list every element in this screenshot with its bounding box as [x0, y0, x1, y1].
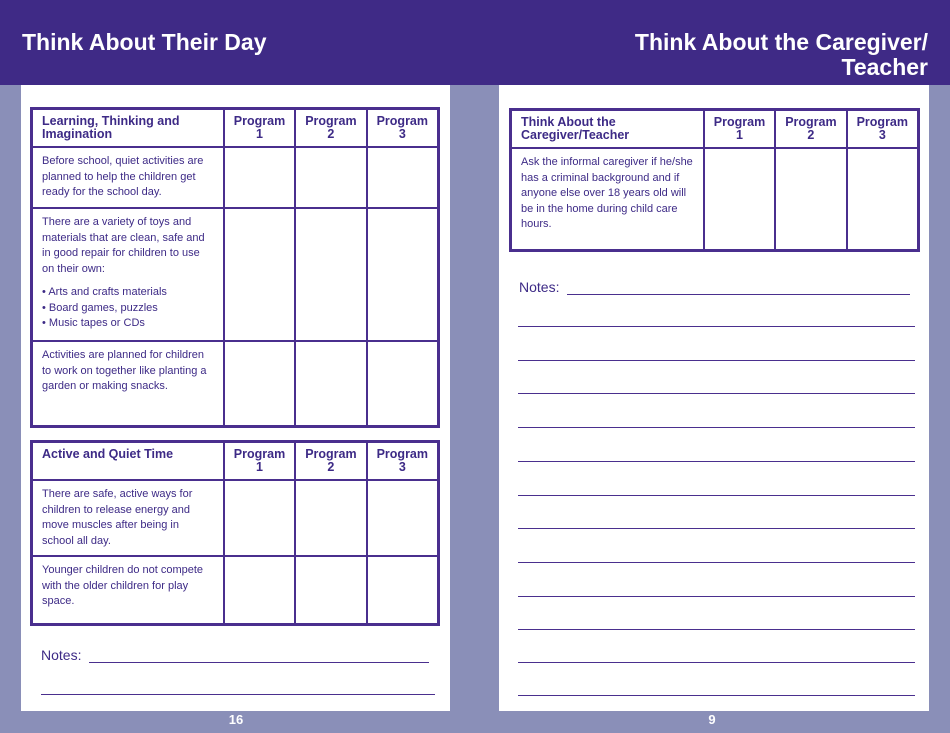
- notes-line[interactable]: [518, 393, 915, 394]
- right-page: [499, 85, 929, 711]
- checklist-item-text: There are a variety of toys and materials that are clean, safe and in good repair for children to use on their own:: [42, 216, 205, 275]
- program-3-header: Program 3: [367, 442, 439, 481]
- checklist-item: Activities are planned for children to work on together like planting a garden or making snacks.: [32, 341, 224, 426]
- list-item: • Arts and crafts materials: [42, 285, 214, 301]
- table-heading: Learning, Thinking and Imagination: [32, 109, 224, 148]
- learning-checklist-table: [30, 107, 440, 428]
- program-3-cell[interactable]: [367, 147, 439, 208]
- program-3-header: Program 3: [367, 109, 439, 148]
- program-2-cell[interactable]: [295, 208, 366, 341]
- notes-line[interactable]: [518, 629, 915, 630]
- checklist-item: Younger children do not compete with the older children for play space.: [32, 556, 224, 624]
- program-3-cell[interactable]: [847, 148, 919, 250]
- program-2-header: Program 2: [295, 109, 366, 148]
- program-1-cell[interactable]: [224, 208, 295, 341]
- program-3-cell[interactable]: [367, 341, 439, 426]
- checklist-item: There are safe, active ways for children to release energy and move muscles after being in school all day.: [32, 480, 224, 556]
- left-page-title: Think About Their Day: [22, 29, 267, 55]
- program-2-header: Program 2: [295, 442, 366, 481]
- table-row: [32, 480, 439, 556]
- notes-line[interactable]: [518, 596, 915, 597]
- notes-line[interactable]: [567, 281, 910, 295]
- right-page-title: Think About the Caregiver/ Teacher: [634, 29, 928, 80]
- notes-line[interactable]: [518, 326, 915, 327]
- notes-line[interactable]: [41, 694, 435, 695]
- table-row: [32, 208, 439, 341]
- program-3-header: Program 3: [847, 110, 919, 149]
- program-1-cell[interactable]: [224, 480, 295, 556]
- notes-field[interactable]: [519, 279, 910, 295]
- caregiver-checklist-table: [509, 108, 920, 252]
- notes-field[interactable]: [41, 647, 429, 663]
- left-page-number: 16: [228, 712, 244, 727]
- program-3-cell[interactable]: [367, 208, 439, 341]
- program-1-cell[interactable]: [704, 148, 775, 250]
- notes-line[interactable]: [518, 562, 915, 563]
- program-2-cell[interactable]: [775, 148, 846, 250]
- program-1-cell[interactable]: [224, 341, 295, 426]
- program-1-header: Program 1: [704, 110, 775, 149]
- right-page-number: 9: [708, 712, 716, 727]
- program-2-cell[interactable]: [295, 480, 366, 556]
- program-2-cell[interactable]: [295, 341, 366, 426]
- program-3-cell[interactable]: [367, 556, 439, 624]
- program-3-cell[interactable]: [367, 480, 439, 556]
- active-quiet-checklist-table: [30, 440, 440, 626]
- bullet-list: [42, 285, 214, 332]
- notes-line[interactable]: [518, 662, 915, 663]
- program-2-cell[interactable]: [295, 147, 366, 208]
- notes-line[interactable]: [518, 360, 915, 361]
- program-1-cell[interactable]: [224, 147, 295, 208]
- program-1-cell[interactable]: [224, 556, 295, 624]
- notes-label: Notes:: [41, 647, 82, 663]
- left-page: [21, 85, 450, 711]
- table-row: [32, 556, 439, 624]
- list-item: • Music tapes or CDs: [42, 316, 214, 332]
- notes-line[interactable]: [518, 528, 915, 529]
- table-row: [32, 341, 439, 426]
- program-1-header: Program 1: [224, 109, 295, 148]
- checklist-item: Before school, quiet activities are planned to help the children get ready for the school day.: [32, 147, 224, 208]
- notes-label: Notes:: [519, 279, 560, 295]
- list-item: • Board games, puzzles: [42, 301, 214, 317]
- checklist-item: Ask the informal caregiver if he/she has a criminal background and if anyone else over 18 years old will be in the home during child care hours.: [511, 148, 704, 250]
- notes-line[interactable]: [518, 427, 915, 428]
- program-2-cell[interactable]: [295, 556, 366, 624]
- program-2-header: Program 2: [775, 110, 846, 149]
- table-heading: Think About the Caregiver/Teacher: [511, 110, 704, 149]
- notes-line[interactable]: [89, 649, 429, 663]
- notes-line[interactable]: [518, 461, 915, 462]
- program-1-header: Program 1: [224, 442, 295, 481]
- notes-line[interactable]: [518, 495, 915, 496]
- notes-line[interactable]: [518, 695, 915, 696]
- checklist-item: [32, 208, 224, 341]
- table-row: [511, 148, 919, 250]
- table-row: [32, 147, 439, 208]
- table-heading: Active and Quiet Time: [32, 442, 224, 481]
